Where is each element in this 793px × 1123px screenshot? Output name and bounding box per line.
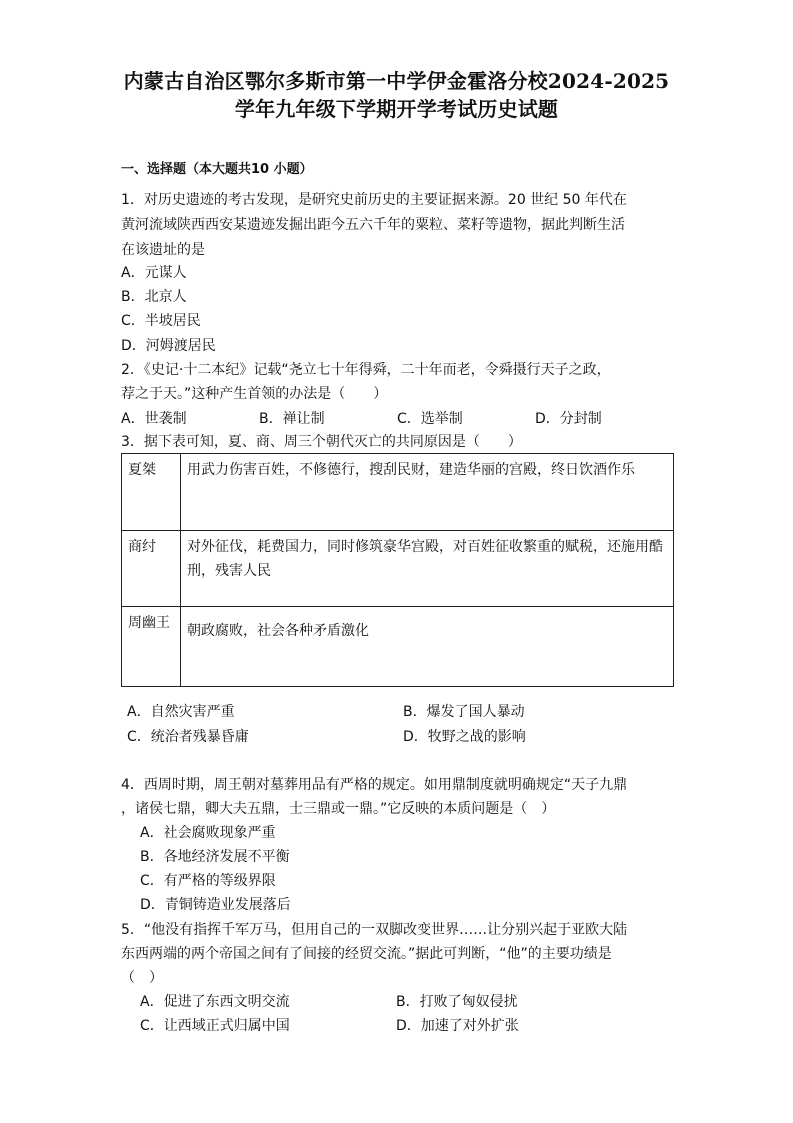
q5-option-b: B．打败了匈奴侵扰	[396, 994, 518, 1010]
table-row	[122, 454, 674, 531]
q1-option-d: D．河姆渡居民	[121, 338, 216, 354]
q4-option-a: A．社会腐败现象严重	[140, 825, 276, 841]
description-cell: 对外征伐，耗费国力，同时修筑豪华宫殿，对百姓征收繁重的赋税，还施用酷刑，残害人民	[181, 531, 674, 607]
description-cell: 用武力伤害百姓，不修德行，搜刮民财，建造华丽的宫殿，终日饮酒作乐	[181, 454, 674, 531]
table-row	[122, 531, 674, 607]
q3-option-c: C．统治者残暴昏庸	[127, 729, 249, 745]
q1-stem-line-3: 在该遗址的是	[121, 242, 205, 258]
exam-title-line-1: 内蒙古自治区鄂尔多斯市第一中学伊金霍洛分校2024-2025	[123, 69, 670, 93]
description-cell: 朝政腐败，社会各种矛盾激化	[181, 607, 674, 687]
q1-option-c: C．半坡居民	[121, 313, 201, 329]
q3-option-b: B．爆发了国人暴动	[403, 704, 525, 720]
q4-option-b: B．各地经济发展不平衡	[140, 849, 290, 865]
q2-option-b: B．禅让制	[259, 411, 325, 427]
q4-option-d: D．青铜铸造业发展落后	[140, 897, 291, 913]
q3-table	[121, 453, 674, 687]
q1-stem-line-2: 黄河流域陕西西安某遗迹发掘出距今五六千年的粟粒、菜籽等遗物，据此判断生活	[121, 217, 625, 233]
ruler-cell: 商纣	[122, 531, 181, 607]
ruler-cell: 夏桀	[122, 454, 181, 531]
exam-title-line-2: 学年九年级下学期开学考试历史试题	[234, 97, 559, 121]
q5-stem-line-1: 5．“他没有指挥千军万马，但用自己的一双脚改变世界……让分别兴起于亚欧大陆	[121, 922, 628, 938]
q4-option-c: C．有严格的等级界限	[140, 873, 276, 889]
q1-stem-line-1: 1．对历史遗迹的考古发现，是研究史前历史的主要证据来源。20 世纪 50 年代在	[121, 192, 627, 208]
q2-option-c: C．选举制	[397, 411, 463, 427]
q5-option-a: A．促进了东西文明交流	[140, 994, 290, 1010]
q1-option-a: A．元谋人	[121, 265, 187, 281]
q5-option-d: D．加速了对外扩张	[396, 1018, 519, 1034]
q3-stem: 3．据下表可知，夏、商、周三个朝代灭亡的共同原因是（ ）	[121, 434, 522, 450]
q3-option-a: A．自然灾害严重	[127, 704, 235, 720]
ruler-cell: 周幽王	[122, 607, 181, 687]
q3-option-d: D．牧野之战的影响	[403, 729, 526, 745]
q2-option-a: A．世袭制	[121, 411, 187, 427]
q5-stem-line-2: 东西两端的两个帝国之间有了间接的经贸交流。”据此可判断，“他”的主要功绩是	[121, 946, 612, 962]
q2-option-d: D．分封制	[535, 411, 602, 427]
section-heading: 一、选择题（本大题共10 小题）	[121, 162, 313, 177]
q4-stem-line-1: 4．西周时期，周王朝对墓葬用品有严格的规定。如用鼎制度就明确规定“天子九鼎	[121, 777, 628, 793]
q1-option-b: B．北京人	[121, 289, 187, 305]
q4-stem-line-2: ，诸侯七鼎，卿大夫五鼎，士三鼎或一鼎。”它反映的本质问题是（ ）	[121, 801, 556, 817]
q2-stem-line-2: 荐之于天。”这种产生首领的办法是（ ）	[121, 386, 388, 402]
table-row	[122, 607, 674, 687]
q2-stem-line-1: 2．《史记·十二本纪》记载“尧立七十年得舜，二十年而老，令舜摄行天子之政，	[121, 362, 611, 378]
q5-option-c: C．让西域正式归属中国	[140, 1018, 290, 1034]
q5-stem-line-3: （ ）	[121, 970, 163, 986]
